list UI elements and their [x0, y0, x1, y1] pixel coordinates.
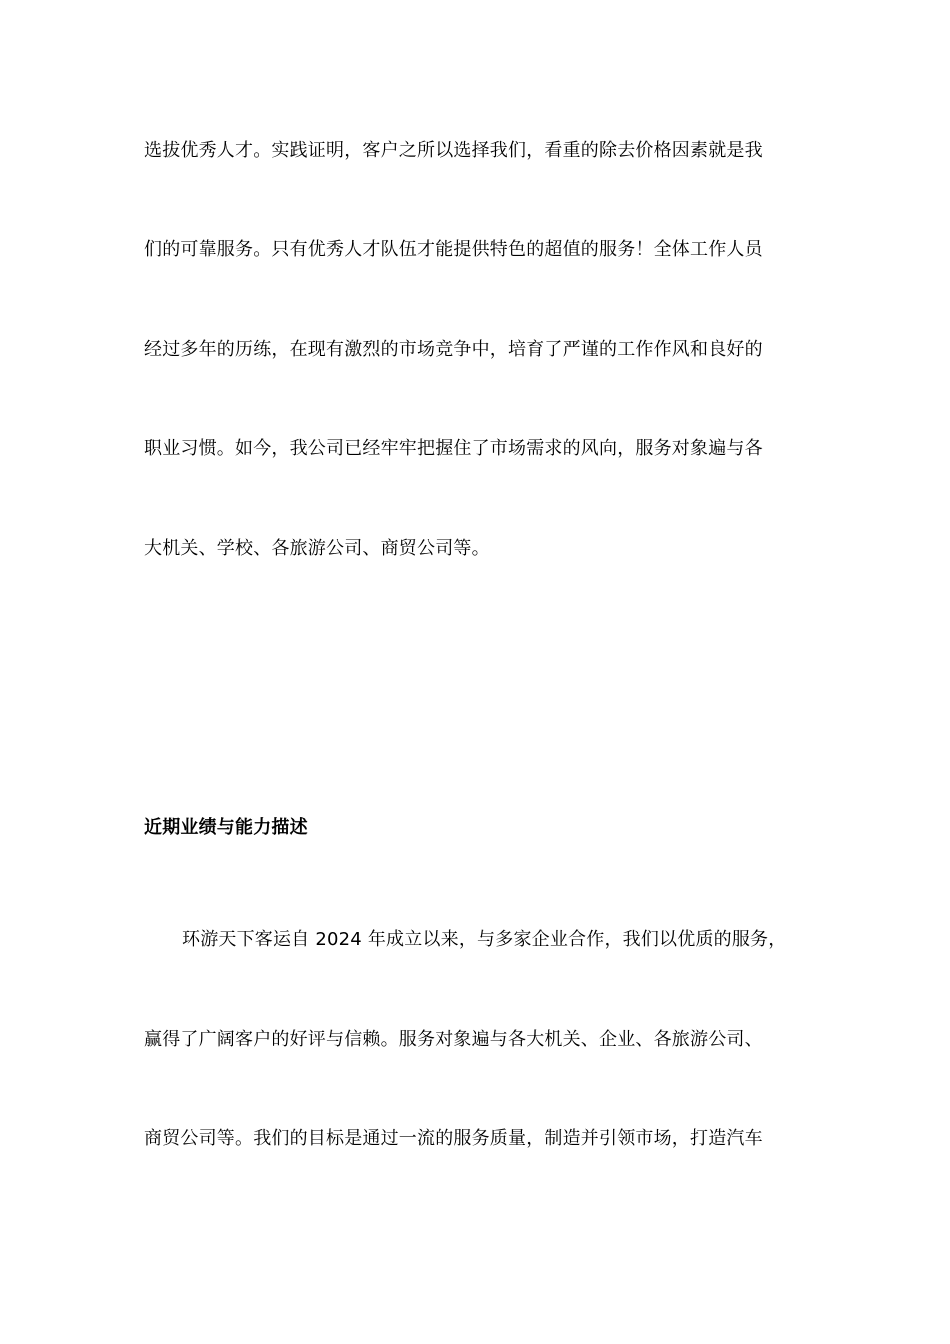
- section-heading: 近期业绩与能力描述: [144, 817, 308, 838]
- paragraph-2-line-2: 赢得了广阔客户的好评与信赖。服务对象遍与各大机关、企业、各旅游公司、: [144, 1029, 763, 1050]
- paragraph-2-line-1: 环游天下客运自 2024 年成立以来，与多家企业合作，我们以优质的服务，: [182, 929, 787, 950]
- paragraph-1-line-1: 选拔优秀人才。实践证明，客户之所以选择我们，看重的除去价格因素就是我: [144, 140, 763, 161]
- paragraph-2-line-3: 商贸公司等。我们的目标是通过一流的服务质量，制造并引领市场，打造汽车: [144, 1128, 763, 1149]
- paragraph-1-line-4: 职业习惯。如今，我公司已经牢牢把握住了市场需求的风向，服务对象遍与各: [144, 438, 763, 459]
- paragraph-1-line-3: 经过多年的历练，在现有激烈的市场竞争中，培育了严谨的工作作风和良好的: [144, 339, 763, 360]
- paragraph-1-line-2: 们的可靠服务。只有优秀人才队伍才能提供特色的超值的服务！全体工作人员: [144, 239, 763, 260]
- paragraph-1-line-5: 大机关、学校、各旅游公司、商贸公司等。: [144, 538, 490, 559]
